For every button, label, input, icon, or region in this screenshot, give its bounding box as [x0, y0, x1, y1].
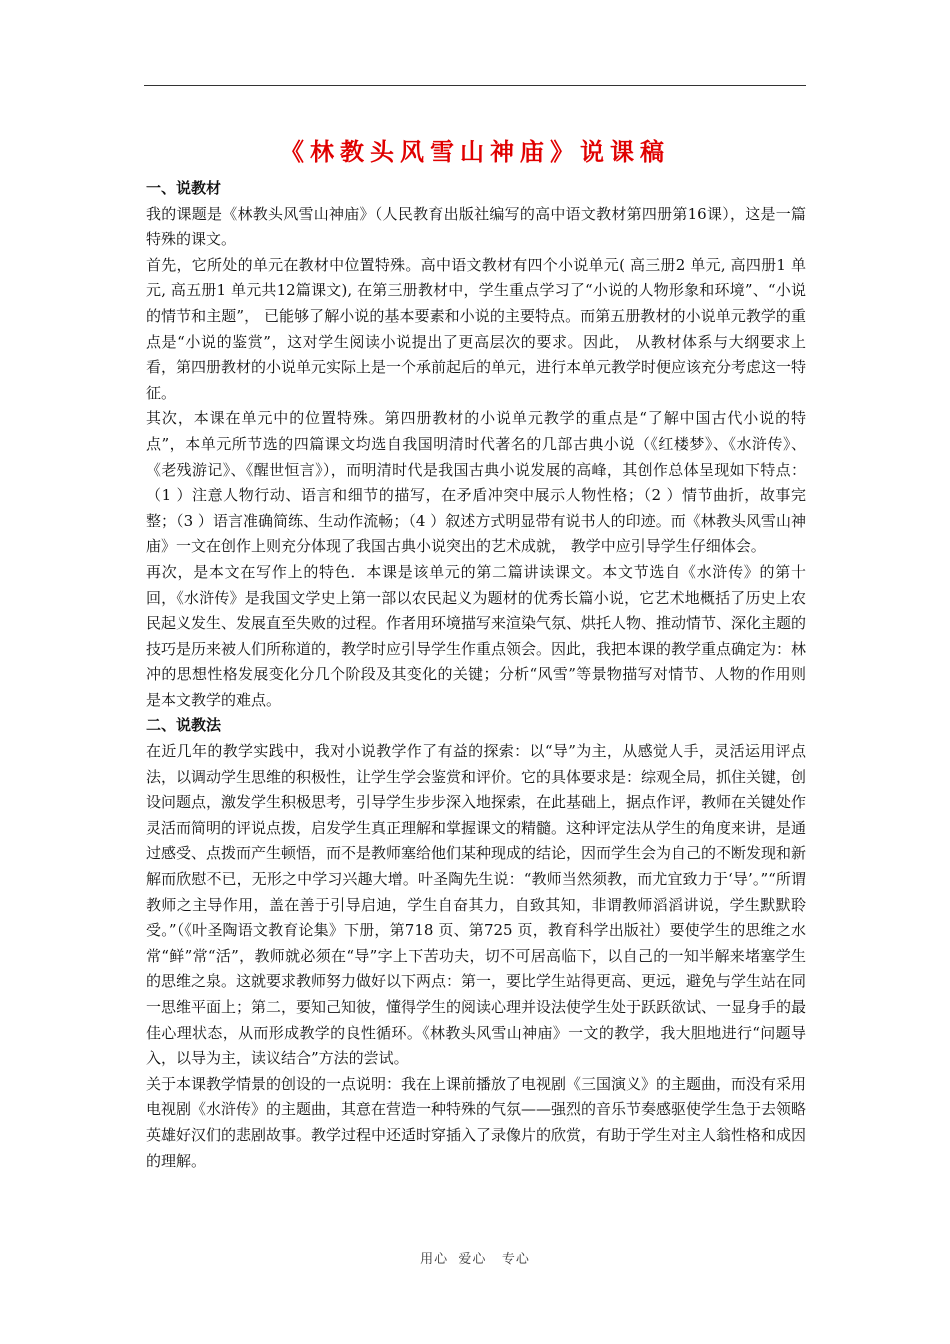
paragraph: 首先，它所处的单元在教材中位置特殊。高中语文教材有四个小说单元( 高三册2 单元, 高四册1 单元, 高五册1 单元共12篇课文), 在第三册教材中，学生重点学习了“小说的人物形象和环境”、“小说的情节和主题”， 已能够了解小说的基本要素和小说的主要特点。而第五册教材的小说单元教学的重点是“小说的鉴赏”，这对学生阅读小说提出了更高层次的要求。因此， 从教材体系与大纲要求上看，第四册教材的小说单元实际上是一个承前起后的单元，进行本单元教学时便应该充分考虑这一特征。	[146, 255, 807, 402]
paragraph: 关于本课教学情景的创设的一点说明：我在上课前播放了电视剧《三国演义》的主题曲，而没有采用电视剧《水浒传》的主题曲，其意在营造一种特殊的气氛——强烈的音乐节奏感驱使学生急于去领略英雄好汉们的悲剧故事。教学过程中还适时穿插入了录像片的欣赏，有助于学生对主人翁性格和成因的理解。	[146, 1074, 807, 1170]
section-heading-textbook: 一、说教材	[146, 179, 222, 197]
section-heading-method: 二、说教法	[146, 716, 222, 735]
paragraph: 再次，是本文在写作上的特色．本课是该单元的第二篇讲读课文。本文节选自《水浒传》的第十回，《水浒传》是我国文学史上第一部以农民起义为题材的优秀长篇小说，它艺术地概括了历史上农民起义发生、发展直至失败的过程。作者用环境描写来渲染气氛、烘托人物、推动情节、深化主题的技巧是历来被人们所称道的，教学时应引导学生作重点领会。因此，我把本课的教学重点确定为：林冲的思想性格发展变化分几个阶段及其变化的关键；分析“风雪”等景物描写对情节、人物的作用则是本文教学的难点。	[146, 562, 807, 709]
document-title: 《林教头风雪山神庙》说课稿	[280, 137, 670, 166]
document-body	[146, 176, 806, 1174]
paragraph: 我的课题是《林教头风雪山神庙》（人民教育出版社编写的高中语文教材第四册第16课），这是一篇特殊的课文。	[146, 204, 806, 249]
header-rule	[144, 85, 806, 86]
paragraph: 其次，本课在单元中的位置特殊。第四册教材的小说单元教学的重点是“了解中国古代小说的特点”，本单元所节选的四篇课文均选自我国明清时代著名的几部古典小说（《红楼梦》、《水浒传》、《老残游记》、《醒世恒言》），而明清时代是我国古典小说发展的高峰，其创作总体呈现如下特点：（1 ）注意人物行动、语言和细节的描写，在矛盾冲突中展示人物性格；（2 ）情节曲折，故事完整；（3 ）语言准确简练、生动作流畅；（4 ）叙述方式明显带有说书人的印迹。而《林教头风雪山神庙》一文在创作上则充分体现了我国古典小说突出的艺术成就， 教学中应引导学生仔细体会。	[146, 409, 806, 556]
paragraph: 在近几年的教学实践中，我对小说教学作了有益的探索：以“导”为主，从感觉人手，灵活运用评点法，以调动学生思维的积极性，让学生学会鉴赏和评价。它的具体要求是：综观全局，抓住关键，创设问题点，激发学生积极思考，引导学生步步深入地探索，在此基础上，据点作评，教师在关键处作灵活而简明的评说点拨，启发学生真正理解和掌握课文的精髓。这种评定法从学生的角度来讲，是通过感受、点拨而产生顿悟，而不是教师塞给他们某种现成的结论，因而学生会为自己的不断发现和新解而欣慰不已，无形之中学习兴趣大增。叶圣陶先生说：“教师当然须教，而尤宜致力于‘导’。”“所谓教师之主导作用，盖在善于引导启迪，学生自奋其力，自致其知，非谓教师滔滔讲说，学生默默聆受。”（《叶圣陶语文教育论集》下册，第718 页、第725 页，教育科学出版社）要使学生的思维之水常“鲜”常“活”，教师就必须在“导”字上下苦功夫，切不可居高临下，以自己的一知半解来堵塞学生的思维之泉。这就要求教师努力做好以下两点：第一，要比学生站得更高、更远，避免与学生站在同一思维平面上；第二，要知己知彼，懂得学生的阅读心理并设法使学生处于跃跃欲试、一显身手的最佳心理状态，从而形成教学的良性循环。《林教头风雪山神庙》一文的教学，我大胆地进行“问题导入，以导为主，读议结合”方法的尝试。	[146, 742, 807, 1068]
page-footer: 用心 爱心 专心	[420, 1252, 530, 1267]
